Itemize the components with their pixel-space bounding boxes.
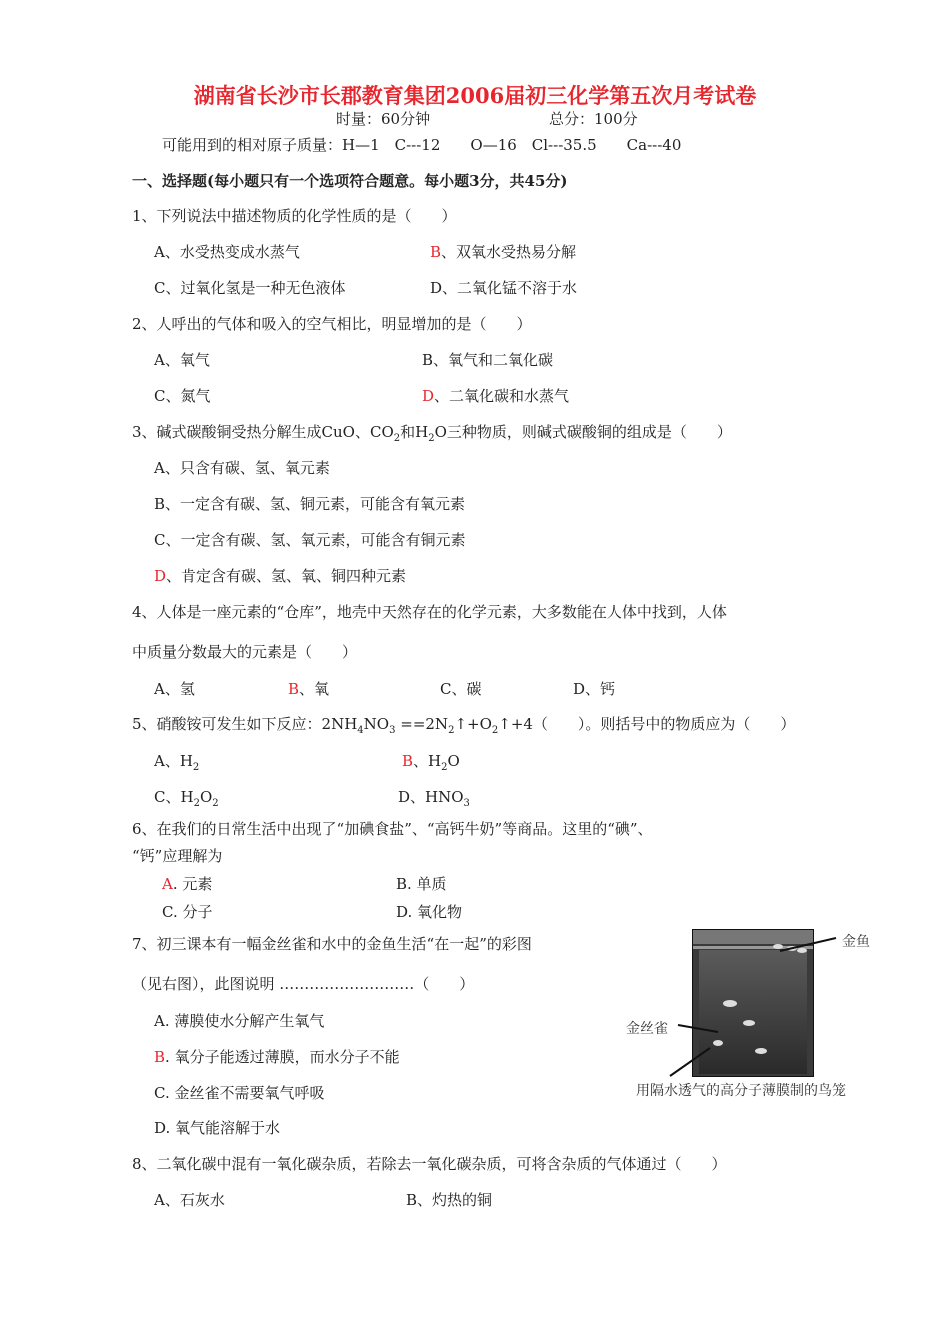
- q5-option-d: D、$HNO_3$: [398, 788, 470, 809]
- question-3-stem: 3、碱式碳酸铜受热分解生成CuO、$CO_2$和$H_2O$三种物质，则碱式碳酸铜的组成是（ ）: [132, 423, 732, 444]
- q2-option-a: A、氧气: [154, 351, 210, 369]
- answer-mark: D: [422, 387, 435, 405]
- canary-pointer-line: [678, 1025, 718, 1032]
- figure-pointer-lines: [600, 920, 950, 1100]
- q3-option-c: C、一定含有碳、氢、氧元素，可能含有铜元素: [154, 531, 466, 549]
- q6-option-d: D. 氧化物: [396, 903, 463, 921]
- cage-pointer-line: [670, 1048, 710, 1076]
- q8-option-a: A、石灰水: [154, 1191, 225, 1209]
- q1-option-c: C、过氧化氢是一种无色液体: [154, 279, 346, 297]
- question-4-stem-line2: 中质量分数最大的元素是（ ）: [132, 643, 358, 661]
- q3-option-b: B、一定含有碳、氢、铜元素，可能含有氧元素: [154, 495, 466, 513]
- q6-option-a: A. 元素: [162, 875, 213, 893]
- time-info: 时量：60分钟: [336, 110, 431, 128]
- question-4-stem-line1: 4、人体是一座元素的“仓库”，地壳中天然存在的化学元素，大多数能在人体中找到，人体: [132, 603, 727, 621]
- q7-option-c: C. 金丝雀不需要氧气呼吸: [154, 1084, 325, 1102]
- answer-mark: D: [154, 567, 167, 585]
- answer-mark: B: [430, 243, 442, 261]
- q3-option-d: D、肯定含有碳、氢、氧、铜四种元素: [154, 567, 407, 585]
- q2-option-b: B、氧气和二氧化碳: [422, 351, 554, 369]
- q7-option-d: D. 氧气能溶解于水: [154, 1119, 281, 1137]
- answer-mark: A: [162, 875, 173, 893]
- q7-option-a: A. 薄膜使水分解产生氧气: [154, 1012, 325, 1030]
- q5-option-a: A、$H_2$: [154, 752, 200, 773]
- q6-option-b: B. 单质: [396, 875, 447, 893]
- q8-option-b: B、灼热的铜: [406, 1191, 493, 1209]
- score-info: 总分：100分: [549, 110, 638, 128]
- question-7-stem-line1: 7、初三课本有一幅金丝雀和水中的金鱼生活“在一起”的彩图: [132, 935, 532, 953]
- q5-option-b: B、$H_2O$: [402, 752, 460, 773]
- q1-option-a: A、水受热变成水蒸气: [154, 243, 300, 261]
- answer-mark: B: [402, 752, 414, 770]
- q4-option-d: D、钙: [573, 680, 616, 698]
- q3-option-a: A、只含有碳、氢、氧元素: [154, 459, 330, 477]
- question-6-stem-line1: 6、在我们的日常生活中出现了“加碘食盐”、“高钙牛奶”等商品。这里的“碘”、: [132, 820, 653, 838]
- figure-caption-cage: 用隔水透气的高分子薄膜制的鸟笼: [636, 1083, 846, 1099]
- exam-title: 湖南省长沙市长郡教育集团2006届初三化学第五次月考试卷: [193, 83, 757, 108]
- question-2-stem: 2、人呼出的气体和吸入的空气相比，明显增加的是（ ）: [132, 315, 532, 333]
- question-8-stem: 8、二氧化碳中混有一氧化碳杂质，若除去一氧化碳杂质，可将含杂质的气体通过（ ）: [132, 1155, 727, 1173]
- q7-option-b: B. 氧分子能透过薄膜，而水分子不能: [154, 1048, 400, 1066]
- q1-option-d: D、二氧化锰不溶于水: [430, 279, 578, 297]
- answer-mark: B: [288, 680, 300, 698]
- q2-option-d: D、二氧化碳和水蒸气: [422, 387, 570, 405]
- q4-option-b: B、氧: [288, 680, 330, 698]
- goldfish-pointer-line: [780, 938, 836, 951]
- question-7-stem-line2: （见右图），此图说明 ………………………（ ）: [132, 975, 475, 993]
- question-6-stem-line2: “钙”应理解为: [132, 847, 223, 865]
- question-5-stem: 5、硝酸铵可发生如下反应：$2NH_4NO_3$ $==2N_2↑+O_2↑+4$（ ）。则括号中的物质应为（ ）: [132, 715, 796, 736]
- answer-mark: B: [154, 1048, 166, 1066]
- q4-option-c: C、碳: [440, 680, 482, 698]
- figure-label-canary: 金丝雀: [626, 1021, 668, 1037]
- question-1-stem: 1、下列说法中描述物质的化学性质的是（ ）: [132, 207, 457, 225]
- q4-option-a: A、氢: [154, 680, 195, 698]
- q6-option-c: C. 分子: [162, 903, 213, 921]
- section-heading: 一、选择题(每小题只有一个选项符合题意。每小题3分，共45分): [132, 172, 568, 190]
- figure-label-goldfish: 金鱼: [842, 934, 870, 950]
- q2-option-c: C、氮气: [154, 387, 211, 405]
- q5-option-c: C、$H_2O_2$: [154, 788, 219, 809]
- atomic-masses: 可能用到的相对原子质量：H—1 C---12 O—16 Cl---35.5 Ca---40: [162, 136, 682, 154]
- q1-option-b: B、双氧水受热易分解: [430, 243, 577, 261]
